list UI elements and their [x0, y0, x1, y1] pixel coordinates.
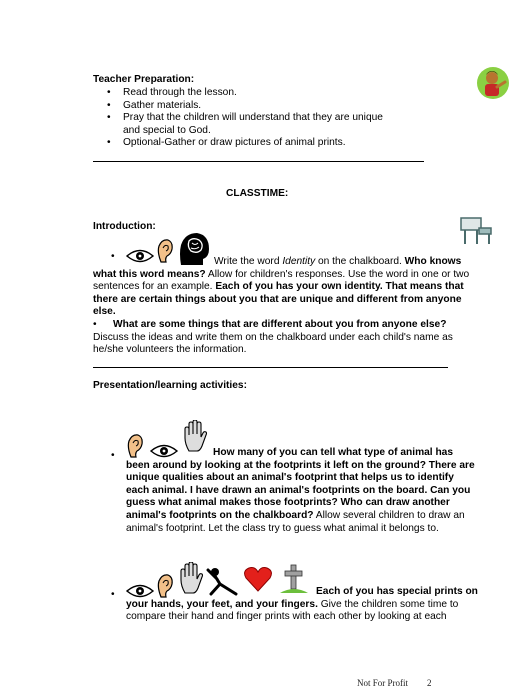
page-number: 2	[427, 678, 432, 688]
footer-label: Not For Profit	[357, 678, 409, 688]
divider	[93, 367, 448, 368]
bullet: •	[111, 589, 115, 600]
classtime-heading: CLASSTIME:	[226, 188, 289, 199]
bullet: •	[111, 450, 115, 461]
intro-paragraph-1: Write the word Identity on the chalkboard. Who knows what this word means? Allow for children's responses. Use the word in one or two sentences for an example. Each of you has your own identity. That means that there are certain things about you that are unique and different from anyone else.	[93, 256, 470, 318]
list-item: • Read through the lesson.	[93, 87, 403, 100]
teacher-icon	[476, 66, 510, 100]
presentation-bullet-2: Each of you has special prints on your hands, your feet, and your fingers. Give the children some time to compare their hand and finger prints with each other by looking at each	[126, 586, 478, 623]
desk-icon	[459, 214, 493, 246]
presentation-heading: Presentation/learning activities:	[93, 380, 247, 391]
list-item: • Gather materials.	[93, 100, 403, 113]
list-item: • Pray that the children will understand that they are unique and special to God.	[93, 112, 385, 137]
teacher-prep-list	[93, 87, 403, 150]
teacher-prep-heading: Teacher Preparation:	[93, 74, 195, 85]
bullet: •	[111, 251, 115, 262]
intro-paragraph-2: • What are some things that are different about you from anyone else? Discuss the ideas and write them on the chalkboard under each child's name as he/she volunteers the information.	[93, 319, 453, 356]
presentation-bullet-1: How many of you can tell what type of animal has been around by looking at the footprints it left on the ground? There are unique qualities about an animal's footprint that helps us to identify each animal. I have drawn an animal's footprints on the board. Can you guess what animal makes those footprints? Who can draw another animal's footprints on the chalkboard? Allow several children to draw an animal's footprint. Let the class try to guess what animal it belongs to.	[126, 447, 475, 534]
list-item: • Optional-Gather or draw pictures of animal prints.	[93, 137, 403, 150]
divider	[93, 161, 424, 162]
introduction-heading: Introduction:	[93, 221, 156, 232]
